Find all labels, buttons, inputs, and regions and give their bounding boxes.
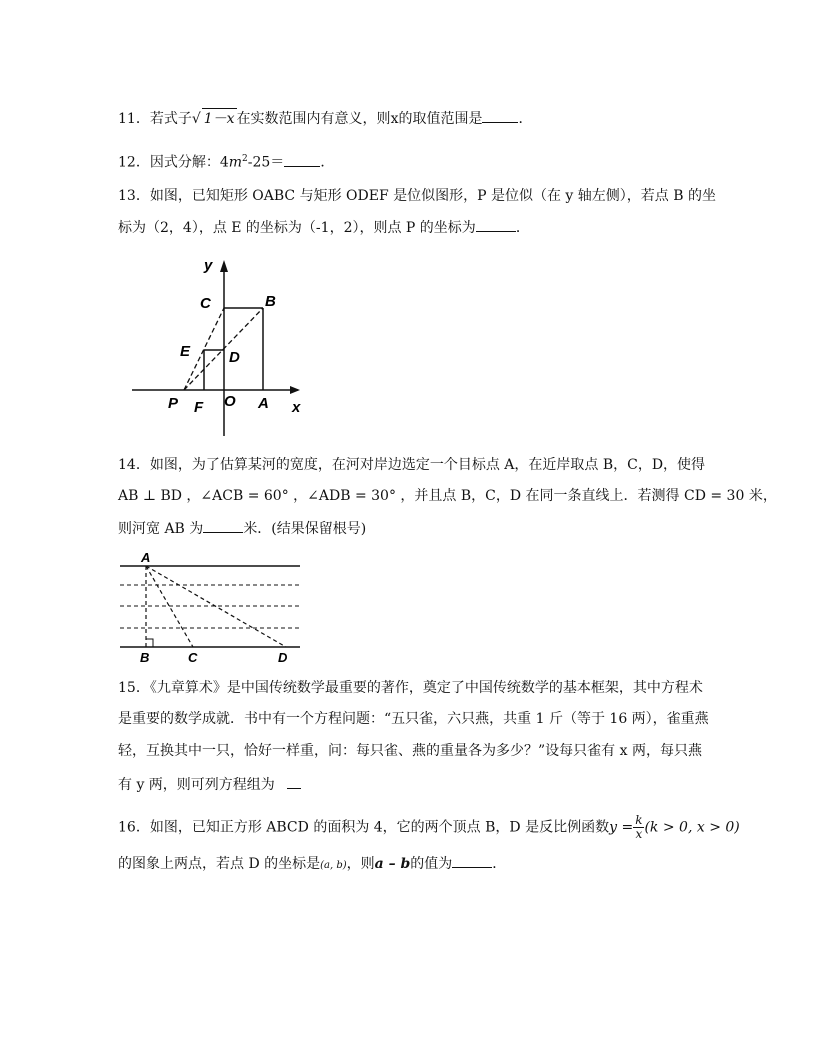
answer-blank[interactable] xyxy=(482,108,518,123)
label-A: A xyxy=(141,550,151,565)
label-D: D xyxy=(229,349,240,366)
question-number: 14． xyxy=(118,457,150,473)
question-15-line-4: 有 y 两，则可列方程组为 xyxy=(118,774,301,795)
function-y: y = xyxy=(609,819,634,836)
label-x: x xyxy=(292,399,301,416)
question-13-line-2: 标为（2，4），点 E 的坐标为（-1，2），则点 P 的坐标为 ． xyxy=(118,217,530,238)
label-y: y xyxy=(204,257,213,274)
question-16-line-1: 16．如图，已知正方形 ABCD 的面积为 4，它的两个顶点 B，D 是反比例函数y = $\frac{k}{x}$ (k > 0, x > 0) xyxy=(118,813,740,841)
question-number: 11． xyxy=(118,111,150,127)
question-13-line-1: 13．如图，已知矩形 OABC 与矩形 ODEF 是位似图形，P 是位似（在 y 轴左侧），若点 B 的坐 xyxy=(118,188,716,204)
point-coordinate: (a, b) xyxy=(320,860,347,871)
question-12: 12．因式分解：$4m^2-25=$ ． xyxy=(118,149,334,173)
sqrt-symbol: √ xyxy=(191,111,201,127)
question-11: 11．若式子√ 1－x 在实数范围内有意义，则x的取值范围是 ． xyxy=(118,108,532,129)
domain-condition: (k > 0, x > 0) xyxy=(644,819,740,836)
label-C: C xyxy=(200,295,211,312)
label-P: P xyxy=(168,395,179,412)
label-B: B xyxy=(265,293,276,310)
question-14-line-1: 14．如图，为了估算某河的宽度，在河对岸边选定一个目标点 A，在近岸取点 B，C，D，使得 xyxy=(118,457,706,473)
question-16-line-2: 的图象上两点，若点 D 的坐标是(a, b)，则a – b的值为 ． xyxy=(118,853,506,876)
label-O: O xyxy=(224,393,236,410)
question-15-line-3: 轻，互换其中一只，恰好一样重，问：每只雀、燕的重量各为多少？”设每只雀有 x 两，每只燕 xyxy=(118,743,702,759)
figure-river xyxy=(118,548,308,666)
answer-blank[interactable] xyxy=(476,217,516,232)
question-number: 16． xyxy=(118,819,150,836)
label-B: B xyxy=(140,650,150,665)
figure-similar-rectangles xyxy=(128,250,308,440)
answer-blank[interactable] xyxy=(284,152,320,167)
label-A: A xyxy=(258,395,269,412)
answer-blank[interactable] xyxy=(452,853,492,868)
radicand: 1－x xyxy=(202,108,237,129)
label-D: D xyxy=(278,650,288,665)
question-number: 15． xyxy=(118,680,150,696)
question-number: 12． xyxy=(118,154,150,171)
label-C: C xyxy=(188,650,198,665)
question-14-line-2: AB ⊥ BD ，∠ACB = 60° ，∠ADB = 30° ，并且点 B，C，D 在同一条直线上．若测得 CD = 30 米， xyxy=(118,488,777,504)
expression: a – b xyxy=(374,856,411,872)
label-E: E xyxy=(180,343,191,360)
question-15-line-1: 15．《九章算术》是中国传统数学最重要的著作，奠定了中国传统数学的基本框架，其中方程术 xyxy=(118,680,703,696)
fraction-k-over-x: $\frac{k}{x}$ xyxy=(635,813,643,841)
question-15-line-2: 是重要的数学成就．书中有一个方程问题：“五只雀，六只燕，共重 1 斤（等于 16 两），雀重燕 xyxy=(118,711,709,727)
question-14-line-3: 则河宽 AB 为 米．(结果保留根号) xyxy=(118,518,366,539)
label-F: F xyxy=(194,399,204,416)
answer-blank[interactable] xyxy=(203,518,243,533)
question-number: 13． xyxy=(118,188,150,204)
answer-blank[interactable] xyxy=(287,774,301,789)
